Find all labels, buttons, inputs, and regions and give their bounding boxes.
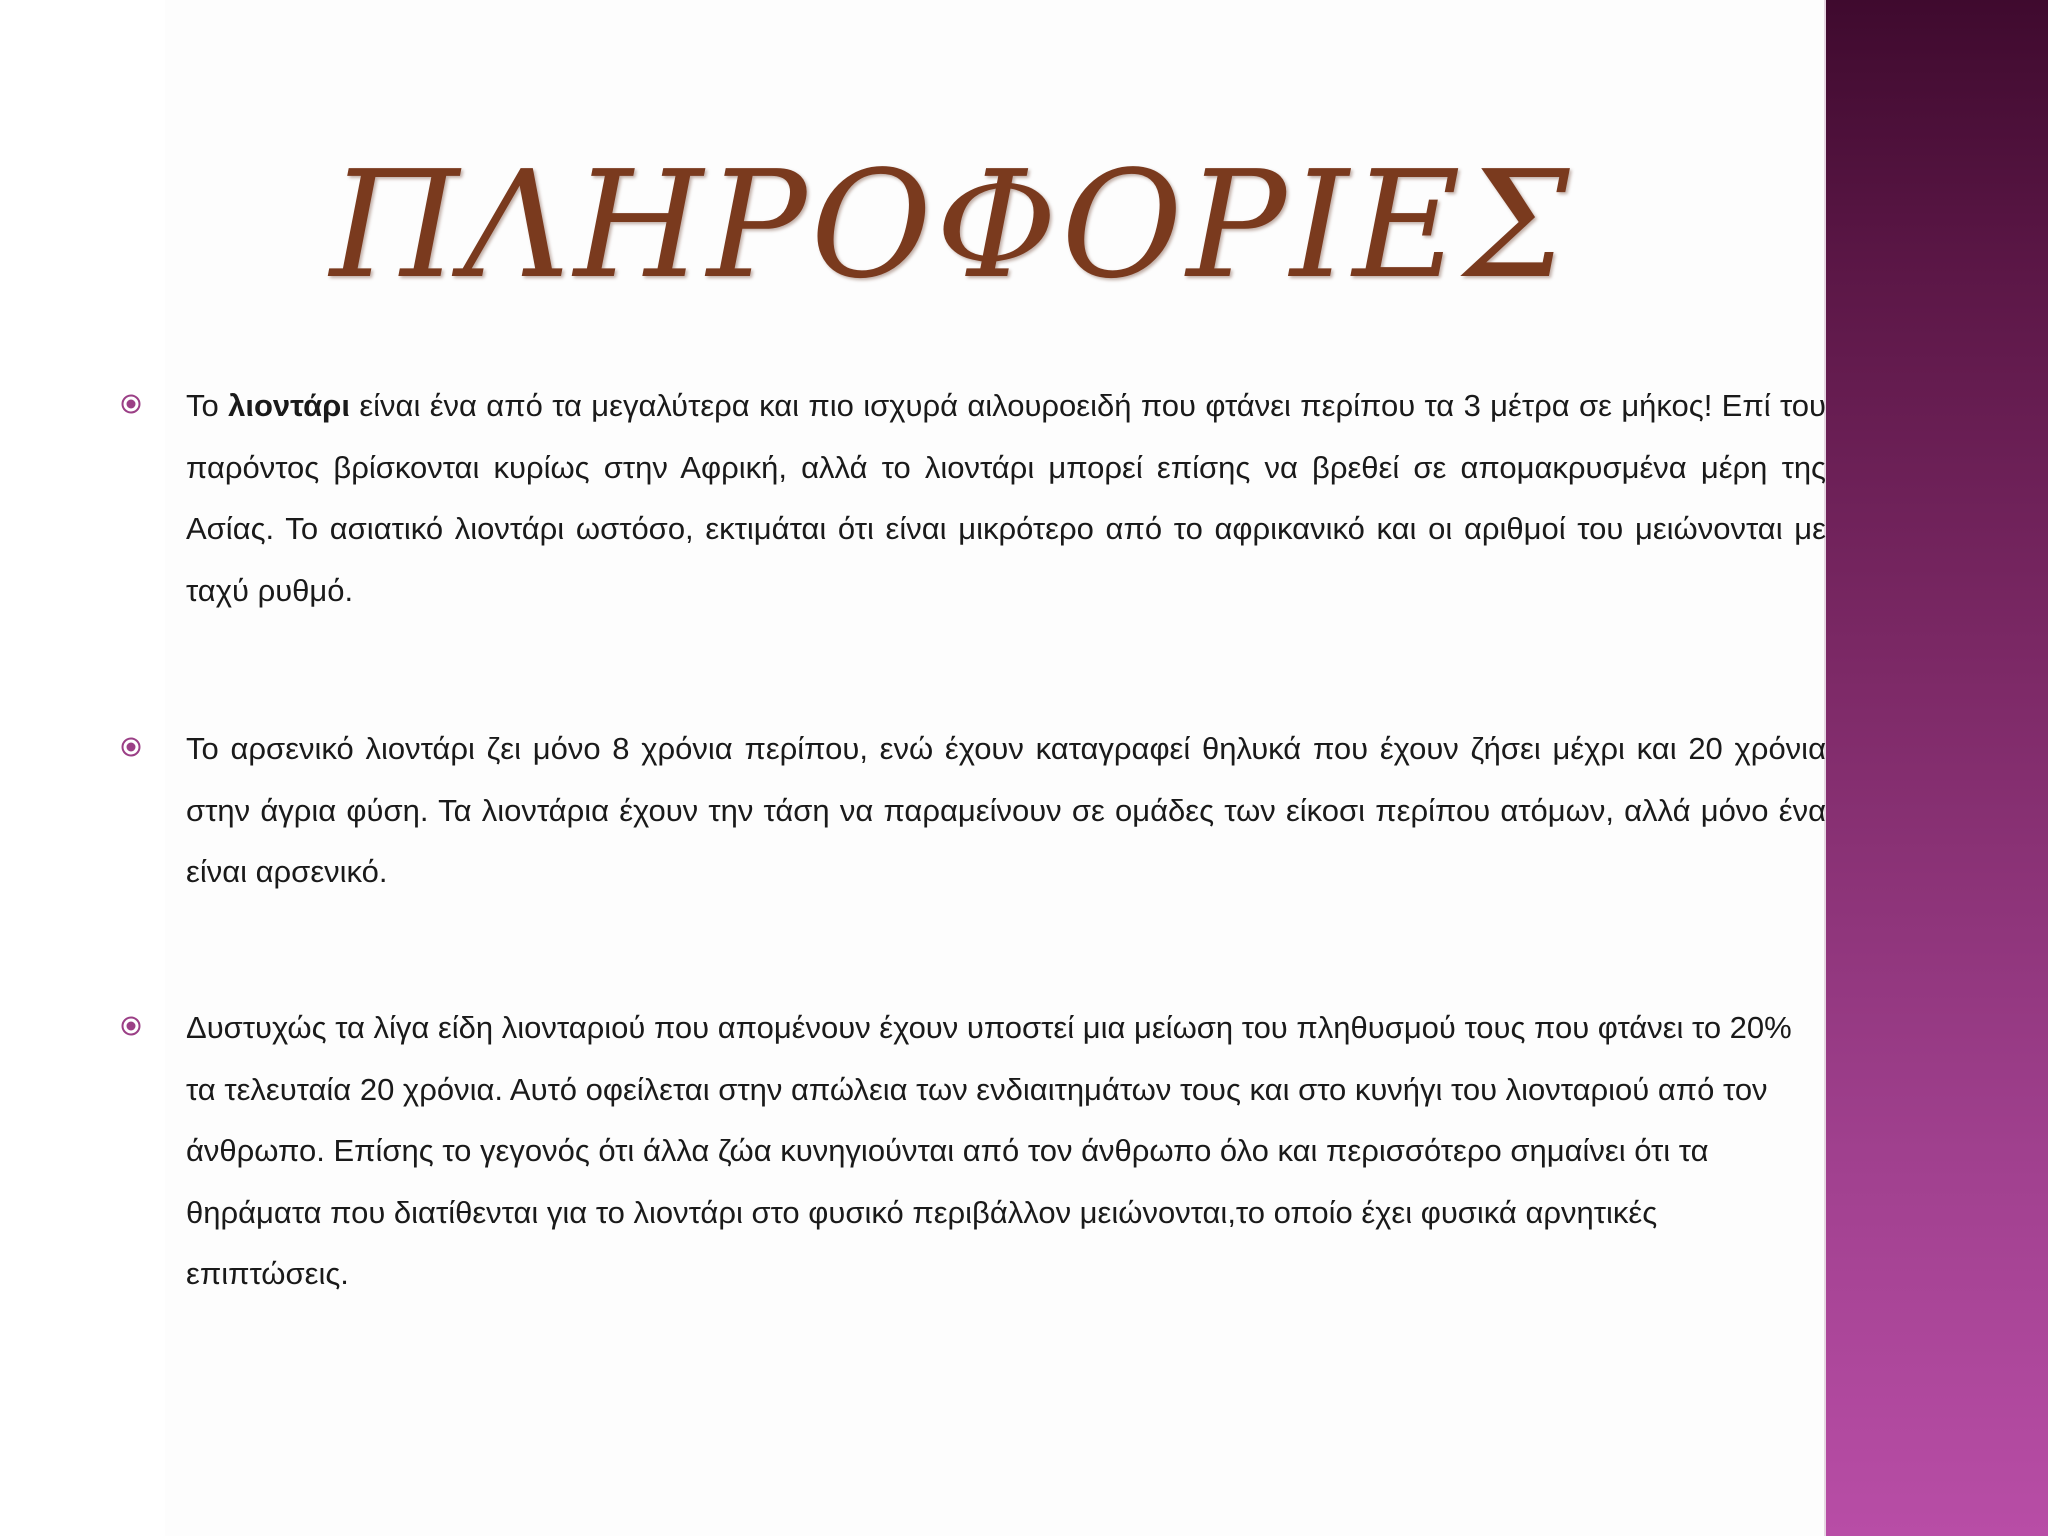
circled-dot-icon: [120, 393, 142, 415]
bold-term: λιοντάρι: [228, 388, 350, 423]
bullet-text-3: Δυστυχώς τα λίγα είδη λιονταριού που απομένουν έχουν υποστεί μια μείωση του πληθυσμού τους που φτάνει το 20% τα τελευταία 20 χρόνια. Αυτό οφείλεται στην απώλεια των ενδιαιτημάτων τους και στο κυνήγι του λιονταριού από τον άνθρωπο. Επίσης το γεγονός ότι άλλα ζώα κυνηγιούνται από τον άνθρωπο όλο και περισσότερο σημαίνει ότι τα θηράματα που διατίθενται για το λιοντάρι στο φυσικό περιβάλλον μειώνονται,το οποίο έχει φυσικά αρνητικές επιπτώσεις.: [186, 1010, 1792, 1291]
slide-title: ΠΛΗΡΟΦΟΡΙΕΣ: [330, 139, 1574, 311]
bullet-body: είναι ένα από τα μεγαλύτερα και πιο ισχυρά αιλουροειδή που φτάνει περίπου τα 3 μέτρα σε μήκος! Επί του παρόντος βρίσκονται κυρίως στην Αφρική, αλλά το λιοντάρι μπορεί επίσης να βρεθεί σε απομακρυσμένα μέρη της Ασίας. Το ασιατικό λιοντάρι ωστόσο, εκτιμάται ότι είναι μικρότερο από το αφρικανικό και οι αριθμοί του μειώνονται με ταχύ ρυθμό.: [186, 388, 1826, 608]
circled-dot-icon: [120, 736, 142, 758]
decorative-sidebar: [1826, 0, 2048, 1536]
bullet-prefix: Το: [186, 388, 229, 423]
bullet-text-1: [186, 375, 1826, 621]
bullet-text-2: Το αρσενικό λιοντάρι ζει μόνο 8 χρόνια περίπου, ενώ έχουν καταγραφεί θηλυκά που έχουν ζήσει μέχρι και 20 χρόνια στην άγρια φύση. Τα λιοντάρια έχουν την τάση να παραμείνουν σε ομάδες των είκοσι περίπου ατόμων, αλλά μόνο ένα είναι αρσενικό.: [186, 731, 1826, 889]
circled-dot-icon: [120, 1015, 142, 1037]
